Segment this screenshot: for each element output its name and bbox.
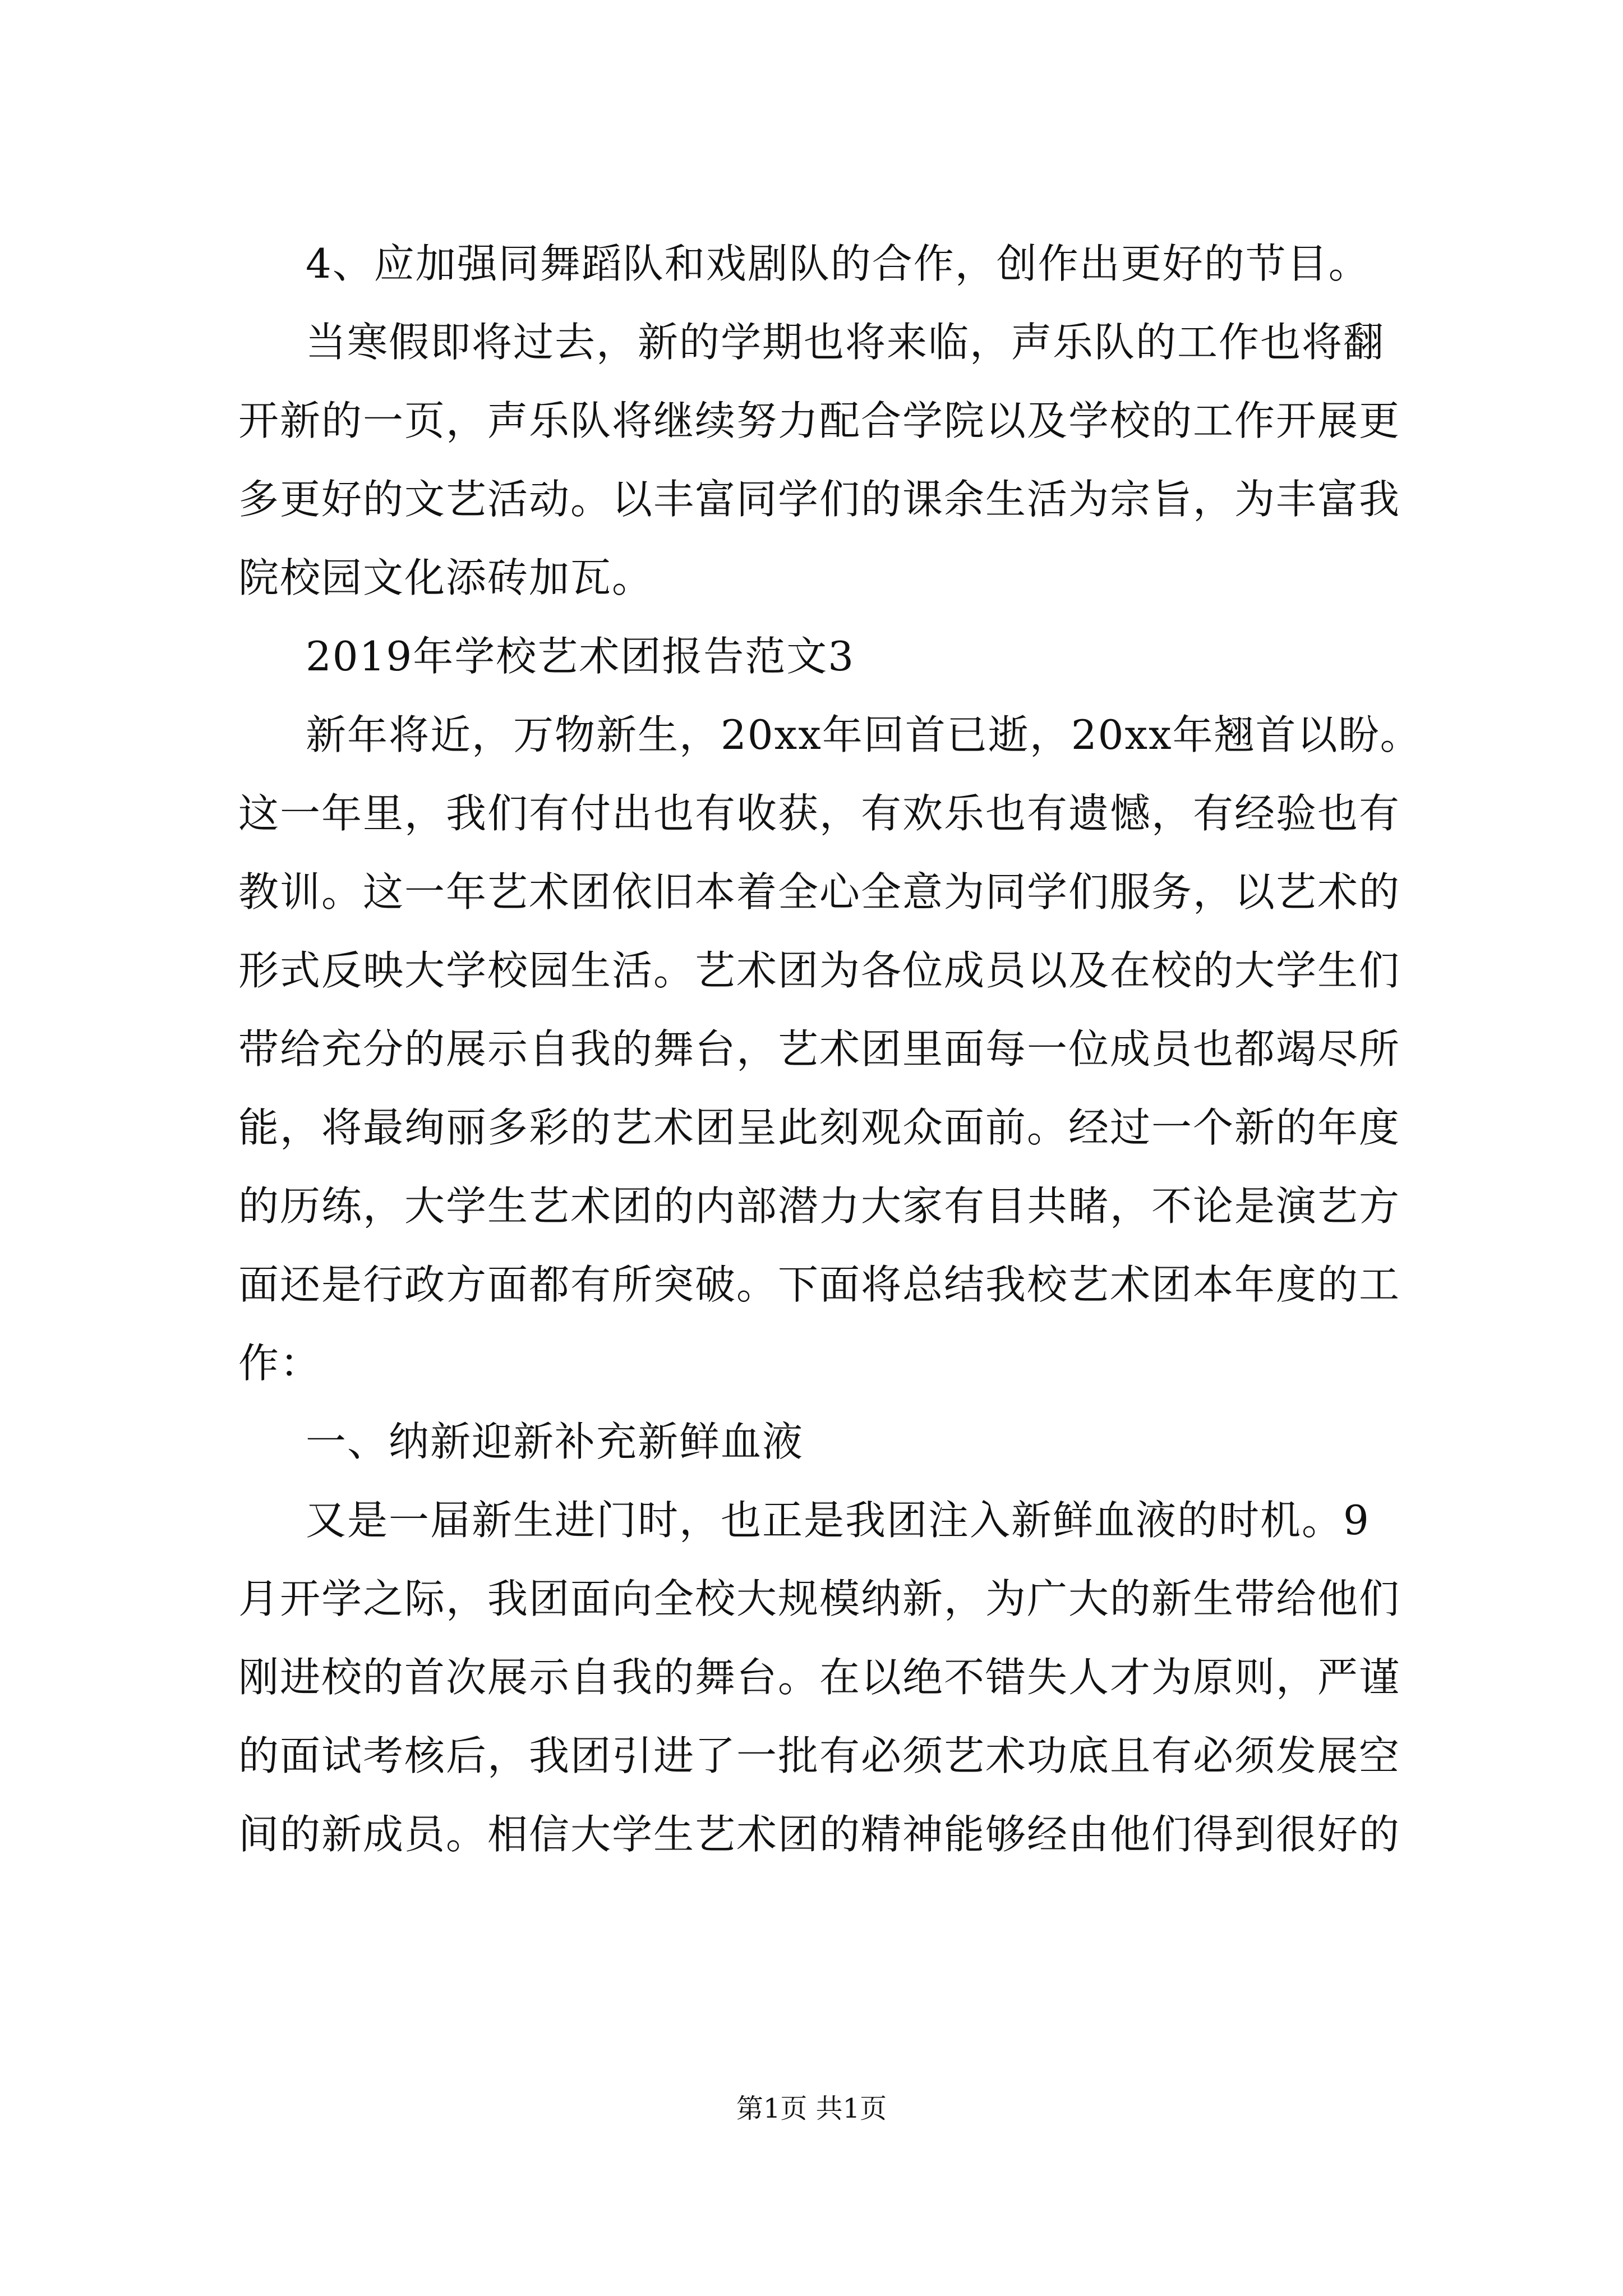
text-line: 面还是行政方面都有所突破。下面将总结我校艺术团本年度的工: [238, 1261, 1401, 1308]
text-line: 开新的一页，声乐队将继续努力配合学院以及学校的工作开展更: [238, 397, 1401, 444]
text-line: 教训。这一年艺术团依旧本着全心全意为同学们服务，以艺术的: [238, 868, 1401, 915]
text-line: 的面试考核后，我团引进了一批有必须艺术功底且有必须发展空: [238, 1732, 1401, 1779]
text-line: 院校园文化添砖加瓦。: [238, 554, 654, 601]
text-line: 新年将近，万物新生，20xx年回首已逝，20xx年翘首以盼。: [306, 711, 1422, 758]
page-number-footer: 第1页 共1页: [736, 2093, 887, 2124]
section-heading: 一、纳新迎新补充新鲜血液: [306, 1418, 804, 1465]
text-line: 当寒假即将过去，新的学期也将来临，声乐队的工作也将翻: [306, 319, 1385, 366]
text-line: 这一年里，我们有付出也有收获，有欢乐也有遗憾，有经验也有: [238, 790, 1401, 837]
text-line: 刚进校的首次展示自我的舞台。在以绝不错失人才为原则，严谨: [238, 1654, 1401, 1701]
text-line: 间的新成员。相信大学生艺术团的精神能够经由他们得到很好的: [238, 1811, 1401, 1858]
text-line: 月开学之际，我团面向全校大规模纳新，为广大的新生带给他们: [238, 1575, 1401, 1622]
text-line: 又是一届新生进门时，也正是我团注入新鲜血液的时机。9: [306, 1497, 1370, 1544]
text-line: 作：: [238, 1340, 322, 1387]
text-line: 带给充分的展示自我的舞台，艺术团里面每一位成员也都竭尽所: [238, 1025, 1401, 1073]
text-line: 4、应加强同舞蹈队和戏剧队的合作，创作出更好的节目。: [306, 240, 1370, 287]
text-line: 多更好的文艺活动。以丰富同学们的课余生活为宗旨，为丰富我: [238, 476, 1401, 523]
text-line: 能，将最绚丽多彩的艺术团呈此刻观众面前。经过一个新的年度: [238, 1104, 1401, 1151]
text-line: 形式反映大学校园生活。艺术团为各位成员以及在校的大学生们: [238, 947, 1401, 994]
section-heading: 2019年学校艺术团报告范文3: [306, 633, 855, 680]
text-line: 的历练，大学生艺术团的内部潜力大家有目共睹，不论是演艺方: [238, 1182, 1401, 1230]
